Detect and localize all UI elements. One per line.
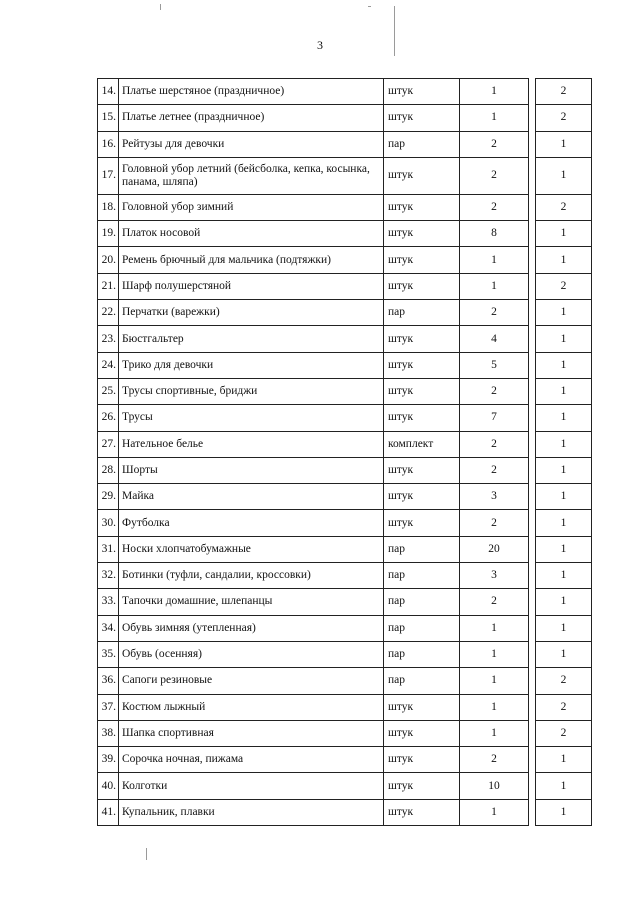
- scan-mark: [160, 4, 161, 10]
- item-name: Обувь зимняя (утепленная): [119, 615, 384, 641]
- column-gap: [529, 431, 536, 457]
- item-unit: штук: [384, 352, 460, 378]
- table-row: [98, 405, 592, 431]
- item-term: 1: [536, 352, 592, 378]
- item-term: 2: [536, 105, 592, 131]
- item-name: Костюм лыжный: [119, 694, 384, 720]
- item-term: 1: [536, 773, 592, 799]
- item-term: 1: [536, 484, 592, 510]
- item-quantity: 2: [460, 747, 529, 773]
- item-name: Ботинки (туфли, сандалии, кроссовки): [119, 563, 384, 589]
- item-quantity: 2: [460, 510, 529, 536]
- table-row: [98, 273, 592, 299]
- item-name: Шорты: [119, 457, 384, 483]
- item-name: Трико для девочки: [119, 352, 384, 378]
- item-name: Бюстгальтер: [119, 326, 384, 352]
- table-row: [98, 157, 592, 194]
- item-unit: пар: [384, 668, 460, 694]
- item-unit: штук: [384, 157, 460, 194]
- column-gap: [529, 457, 536, 483]
- item-unit: штук: [384, 720, 460, 746]
- item-term: 1: [536, 510, 592, 536]
- item-unit: штук: [384, 79, 460, 105]
- column-gap: [529, 720, 536, 746]
- item-quantity: 1: [460, 668, 529, 694]
- table-row: [98, 79, 592, 105]
- row-number: 15.: [98, 105, 119, 131]
- row-number: 18.: [98, 194, 119, 220]
- item-name: Головной убор зимний: [119, 194, 384, 220]
- row-number: 20.: [98, 247, 119, 273]
- row-number: 27.: [98, 431, 119, 457]
- item-term: 1: [536, 157, 592, 194]
- item-name: Обувь (осенняя): [119, 641, 384, 667]
- column-gap: [529, 484, 536, 510]
- table-row: [98, 615, 592, 641]
- item-quantity: 1: [460, 799, 529, 825]
- item-quantity: 2: [460, 131, 529, 157]
- item-unit: штук: [384, 510, 460, 536]
- item-unit: штук: [384, 221, 460, 247]
- column-gap: [529, 694, 536, 720]
- item-unit: штук: [384, 484, 460, 510]
- column-gap: [529, 641, 536, 667]
- scan-mark: [368, 6, 371, 7]
- column-gap: [529, 773, 536, 799]
- item-quantity: 1: [460, 720, 529, 746]
- item-name: Сорочка ночная, пижама: [119, 747, 384, 773]
- row-number: 21.: [98, 273, 119, 299]
- table-row: [98, 247, 592, 273]
- row-number: 28.: [98, 457, 119, 483]
- item-unit: пар: [384, 536, 460, 562]
- item-term: 1: [536, 431, 592, 457]
- table-row: [98, 352, 592, 378]
- column-gap: [529, 405, 536, 431]
- row-number: 22.: [98, 300, 119, 326]
- item-name: Носки хлопчатобумажные: [119, 536, 384, 562]
- row-number: 17.: [98, 157, 119, 194]
- row-number: 24.: [98, 352, 119, 378]
- item-name: Шарф полушерстяной: [119, 273, 384, 299]
- table-row: [98, 131, 592, 157]
- column-gap: [529, 536, 536, 562]
- item-name: Трусы спортивные, бриджи: [119, 378, 384, 404]
- item-quantity: 1: [460, 273, 529, 299]
- item-quantity: 1: [460, 79, 529, 105]
- table-row: [98, 378, 592, 404]
- row-number: 32.: [98, 563, 119, 589]
- item-unit: штук: [384, 378, 460, 404]
- row-number: 35.: [98, 641, 119, 667]
- item-quantity: 3: [460, 484, 529, 510]
- item-term: 1: [536, 221, 592, 247]
- item-unit: штук: [384, 273, 460, 299]
- table-row: [98, 563, 592, 589]
- item-name: Трусы: [119, 405, 384, 431]
- item-unit: штук: [384, 105, 460, 131]
- item-term: 1: [536, 326, 592, 352]
- item-quantity: 20: [460, 536, 529, 562]
- item-term: 1: [536, 799, 592, 825]
- items-table-body: [98, 79, 592, 826]
- item-unit: штук: [384, 773, 460, 799]
- column-gap: [529, 300, 536, 326]
- item-term: 1: [536, 457, 592, 483]
- column-gap: [529, 157, 536, 194]
- table-row: [98, 773, 592, 799]
- item-unit: комплект: [384, 431, 460, 457]
- item-quantity: 2: [460, 300, 529, 326]
- column-gap: [529, 615, 536, 641]
- table-row: [98, 484, 592, 510]
- item-quantity: 2: [460, 431, 529, 457]
- item-term: 1: [536, 536, 592, 562]
- row-number: 26.: [98, 405, 119, 431]
- row-number: 25.: [98, 378, 119, 404]
- item-name: Футболка: [119, 510, 384, 536]
- column-gap: [529, 378, 536, 404]
- item-term: 1: [536, 747, 592, 773]
- item-name: Платье шерстяное (праздничное): [119, 79, 384, 105]
- table-row: [98, 326, 592, 352]
- item-unit: штук: [384, 405, 460, 431]
- column-gap: [529, 352, 536, 378]
- item-term: 1: [536, 300, 592, 326]
- item-unit: штук: [384, 457, 460, 483]
- table-row: [98, 194, 592, 220]
- column-gap: [529, 194, 536, 220]
- item-name: Рейтузы для девочки: [119, 131, 384, 157]
- column-gap: [529, 131, 536, 157]
- row-number: 38.: [98, 720, 119, 746]
- item-quantity: 7: [460, 405, 529, 431]
- column-gap: [529, 563, 536, 589]
- row-number: 31.: [98, 536, 119, 562]
- row-number: 36.: [98, 668, 119, 694]
- item-unit: штук: [384, 694, 460, 720]
- item-unit: пар: [384, 300, 460, 326]
- row-number: 29.: [98, 484, 119, 510]
- table-row: [98, 105, 592, 131]
- row-number: 41.: [98, 799, 119, 825]
- table-row: [98, 589, 592, 615]
- table-row: [98, 799, 592, 825]
- table-row: [98, 694, 592, 720]
- column-gap: [529, 668, 536, 694]
- item-unit: штук: [384, 247, 460, 273]
- item-name: Ремень брючный для мальчика (подтяжки): [119, 247, 384, 273]
- item-term: 2: [536, 273, 592, 299]
- item-name: Купальник, плавки: [119, 799, 384, 825]
- column-gap: [529, 79, 536, 105]
- item-unit: пар: [384, 563, 460, 589]
- item-quantity: 2: [460, 378, 529, 404]
- column-gap: [529, 221, 536, 247]
- row-number: 30.: [98, 510, 119, 536]
- table-row: [98, 536, 592, 562]
- item-name: Майка: [119, 484, 384, 510]
- table-row: [98, 221, 592, 247]
- table-row: [98, 641, 592, 667]
- item-quantity: 1: [460, 247, 529, 273]
- item-term: 1: [536, 615, 592, 641]
- scan-mark: [146, 848, 147, 860]
- column-gap: [529, 326, 536, 352]
- table-row: [98, 720, 592, 746]
- item-term: 1: [536, 131, 592, 157]
- item-quantity: 1: [460, 641, 529, 667]
- row-number: 37.: [98, 694, 119, 720]
- table-row: [98, 457, 592, 483]
- item-name: Тапочки домашние, шлепанцы: [119, 589, 384, 615]
- row-number: 40.: [98, 773, 119, 799]
- item-term: 1: [536, 378, 592, 404]
- item-name: Шапка спортивная: [119, 720, 384, 746]
- column-gap: [529, 510, 536, 536]
- item-unit: пар: [384, 641, 460, 667]
- item-term: 2: [536, 668, 592, 694]
- table-row: [98, 431, 592, 457]
- item-name: Сапоги резиновые: [119, 668, 384, 694]
- item-term: 1: [536, 589, 592, 615]
- item-quantity: 2: [460, 194, 529, 220]
- column-gap: [529, 273, 536, 299]
- item-quantity: 10: [460, 773, 529, 799]
- item-name: Платье летнее (праздничное): [119, 105, 384, 131]
- item-quantity: 2: [460, 589, 529, 615]
- item-name: Нательное белье: [119, 431, 384, 457]
- item-quantity: 2: [460, 157, 529, 194]
- page-number: 3: [317, 38, 323, 52]
- row-number: 33.: [98, 589, 119, 615]
- row-number: 34.: [98, 615, 119, 641]
- item-name: Колготки: [119, 773, 384, 799]
- item-unit: пар: [384, 589, 460, 615]
- item-unit: пар: [384, 131, 460, 157]
- item-term: 2: [536, 194, 592, 220]
- item-quantity: 1: [460, 105, 529, 131]
- table-row: [98, 747, 592, 773]
- column-gap: [529, 799, 536, 825]
- item-term: 2: [536, 694, 592, 720]
- item-term: 1: [536, 641, 592, 667]
- item-name: Головной убор летний (бейсболка, кепка, косынка, панама, шляпа): [119, 157, 384, 194]
- item-quantity: 1: [460, 615, 529, 641]
- items-table: [97, 78, 592, 826]
- item-quantity: 1: [460, 694, 529, 720]
- item-quantity: 8: [460, 221, 529, 247]
- row-number: 39.: [98, 747, 119, 773]
- item-term: 1: [536, 247, 592, 273]
- column-gap: [529, 105, 536, 131]
- item-quantity: 3: [460, 563, 529, 589]
- table-row: [98, 300, 592, 326]
- item-unit: штук: [384, 194, 460, 220]
- item-quantity: 2: [460, 457, 529, 483]
- item-unit: штук: [384, 326, 460, 352]
- item-term: 1: [536, 563, 592, 589]
- item-name: Платок носовой: [119, 221, 384, 247]
- row-number: 19.: [98, 221, 119, 247]
- item-name: Перчатки (варежки): [119, 300, 384, 326]
- item-term: 2: [536, 720, 592, 746]
- column-gap: [529, 747, 536, 773]
- row-number: 16.: [98, 131, 119, 157]
- item-quantity: 4: [460, 326, 529, 352]
- item-quantity: 5: [460, 352, 529, 378]
- row-number: 23.: [98, 326, 119, 352]
- column-gap: [529, 247, 536, 273]
- item-unit: пар: [384, 615, 460, 641]
- item-term: 1: [536, 405, 592, 431]
- item-unit: штук: [384, 747, 460, 773]
- column-gap: [529, 589, 536, 615]
- table-row: [98, 668, 592, 694]
- item-unit: штук: [384, 799, 460, 825]
- row-number: 14.: [98, 79, 119, 105]
- scan-mark: [394, 6, 395, 56]
- item-term: 2: [536, 79, 592, 105]
- table-row: [98, 510, 592, 536]
